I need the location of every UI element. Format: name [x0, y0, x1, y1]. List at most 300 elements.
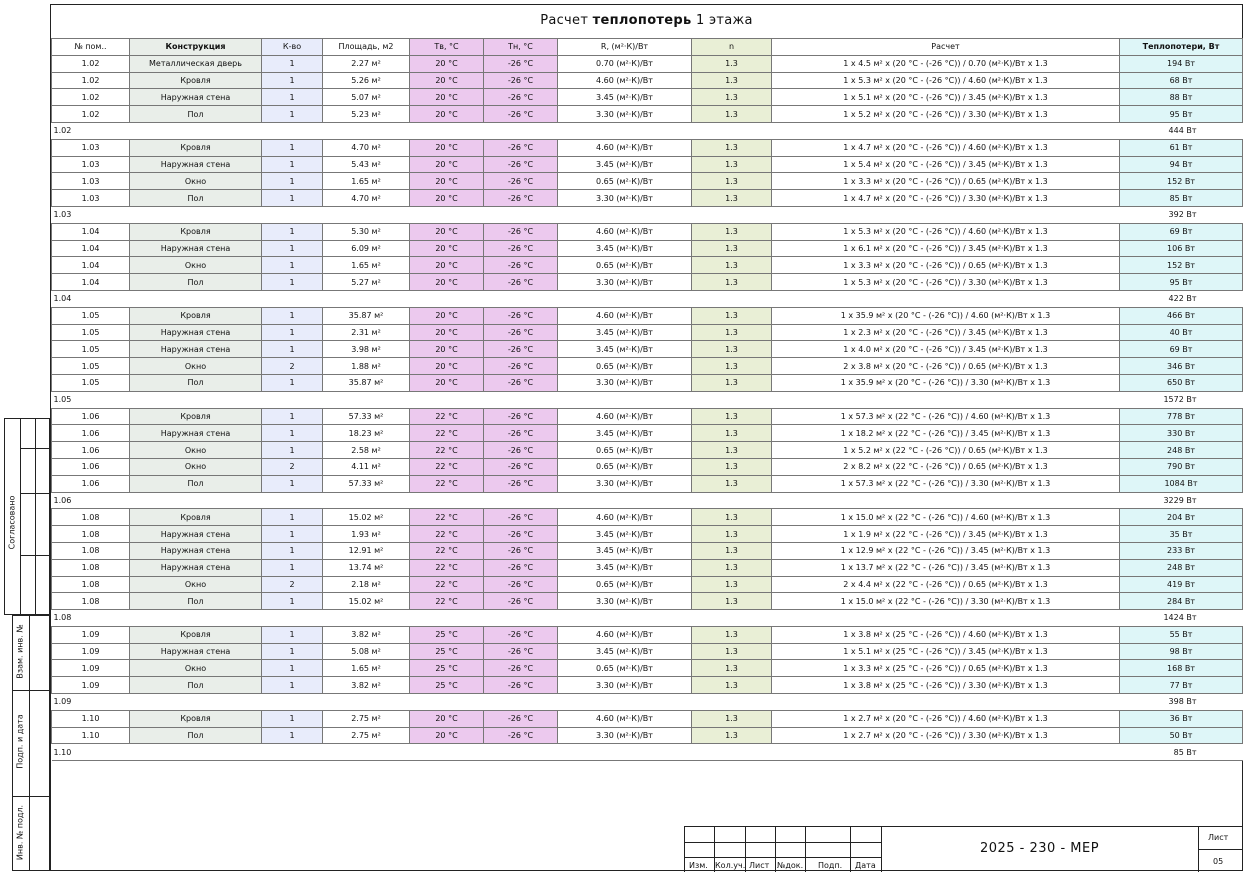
- cell-room: 1.09: [52, 643, 130, 660]
- cell-construction: Пол: [130, 727, 262, 744]
- cell-tn: -26 °C: [484, 593, 558, 610]
- cell-loss: 88 Вт: [1120, 89, 1243, 106]
- cell-qty: 2: [262, 576, 323, 593]
- cell-calc: 2 x 8.2 м² x (22 °C - (-26 °C)) / 0.65 (м²·К)/Вт x 1.3: [772, 458, 1120, 475]
- table-row: [52, 660, 1243, 677]
- cell-n: 1.3: [692, 710, 772, 727]
- cell-r: 0.65 (м²·К)/Вт: [558, 660, 692, 677]
- table-row: [52, 324, 1243, 341]
- cell-loss: 85 Вт: [1120, 190, 1243, 207]
- cell-area: 2.31 м²: [323, 324, 410, 341]
- cell-r: 0.65 (м²·К)/Вт: [558, 173, 692, 190]
- cell-n: 1.3: [692, 542, 772, 559]
- cell-loss: 36 Вт: [1120, 710, 1243, 727]
- table-row: [52, 257, 1243, 274]
- cell-qty: 1: [262, 442, 323, 459]
- cell-room: 1.08: [52, 509, 130, 526]
- table-row: [52, 727, 1243, 744]
- cell-r: 3.45 (м²·К)/Вт: [558, 89, 692, 106]
- cell-room: 1.09: [52, 677, 130, 694]
- cell-tn: -26 °C: [484, 509, 558, 526]
- cell-qty: 1: [262, 173, 323, 190]
- cell-loss: 152 Вт: [1120, 257, 1243, 274]
- cell-calc: 1 x 4.7 м² x (20 °C - (-26 °C)) / 4.60 (м²·К)/Вт x 1.3: [772, 139, 1120, 156]
- cell-loss: 69 Вт: [1120, 223, 1243, 240]
- subtotal-row: [52, 290, 1243, 307]
- cell-tv: 20 °C: [410, 727, 484, 744]
- cell-tn: -26 °C: [484, 408, 558, 425]
- cell-n: 1.3: [692, 106, 772, 123]
- table-row: [52, 559, 1243, 576]
- cell-qty: 1: [262, 425, 323, 442]
- cell-loss: 69 Вт: [1120, 341, 1243, 358]
- subtotal-row: [52, 206, 1243, 223]
- cell-tv: 22 °C: [410, 559, 484, 576]
- cell-r: 4.60 (м²·К)/Вт: [558, 626, 692, 643]
- cell-construction: Наружная стена: [130, 89, 262, 106]
- subtotal-value: 1424 Вт: [1120, 610, 1243, 627]
- cell-n: 1.3: [692, 324, 772, 341]
- cell-calc: 1 x 5.1 м² x (20 °C - (-26 °C)) / 3.45 (м²·К)/Вт x 1.3: [772, 89, 1120, 106]
- cell-area: 15.02 м²: [323, 593, 410, 610]
- cell-n: 1.3: [692, 240, 772, 257]
- table-row: [52, 643, 1243, 660]
- cell-tv: 22 °C: [410, 576, 484, 593]
- cell-tn: -26 °C: [484, 660, 558, 677]
- cell-r: 3.45 (м²·К)/Вт: [558, 425, 692, 442]
- cell-qty: 1: [262, 727, 323, 744]
- cell-room: 1.04: [52, 223, 130, 240]
- col-r: R, (м²·К)/Вт: [558, 39, 692, 56]
- heat-loss-table: [51, 38, 1243, 761]
- cell-r: 4.60 (м²·К)/Вт: [558, 72, 692, 89]
- table-row: [52, 274, 1243, 291]
- cell-room: 1.03: [52, 139, 130, 156]
- cell-area: 5.08 м²: [323, 643, 410, 660]
- cell-r: 3.45 (м²·К)/Вт: [558, 341, 692, 358]
- cell-tn: -26 °C: [484, 274, 558, 291]
- cell-loss: 55 Вт: [1120, 626, 1243, 643]
- cell-construction: Окно: [130, 660, 262, 677]
- cell-construction: Кровля: [130, 223, 262, 240]
- subtotal-value: 392 Вт: [1120, 206, 1243, 223]
- cell-n: 1.3: [692, 307, 772, 324]
- cell-qty: 1: [262, 257, 323, 274]
- project-code: 2025 - 230 - MEP: [979, 841, 1100, 856]
- table-row: [52, 526, 1243, 543]
- cell-loss: 95 Вт: [1120, 106, 1243, 123]
- col-construction: Конструкция: [130, 39, 262, 56]
- cell-loss: 284 Вт: [1120, 593, 1243, 610]
- cell-area: 1.65 м²: [323, 257, 410, 274]
- cell-area: 5.07 м²: [323, 89, 410, 106]
- subtotal-value: 422 Вт: [1120, 290, 1243, 307]
- cell-r: 3.45 (м²·К)/Вт: [558, 324, 692, 341]
- cell-tv: 20 °C: [410, 173, 484, 190]
- cell-room: 1.04: [52, 240, 130, 257]
- tb-label-kol: Кол.уч.: [715, 861, 746, 870]
- cell-tn: -26 °C: [484, 307, 558, 324]
- cell-n: 1.3: [692, 526, 772, 543]
- cell-tv: 20 °C: [410, 324, 484, 341]
- col-area: Площадь, м2: [323, 39, 410, 56]
- cell-qty: 1: [262, 374, 323, 391]
- cell-area: 1.88 м²: [323, 358, 410, 375]
- cell-n: 1.3: [692, 475, 772, 492]
- subtotal-value: 1572 Вт: [1120, 391, 1243, 408]
- cell-area: 5.27 м²: [323, 274, 410, 291]
- cell-r: 3.30 (м²·К)/Вт: [558, 593, 692, 610]
- cell-loss: 204 Вт: [1120, 509, 1243, 526]
- cell-r: 4.60 (м²·К)/Вт: [558, 408, 692, 425]
- subtotal-value: 398 Вт: [1120, 694, 1243, 711]
- cell-tn: -26 °C: [484, 442, 558, 459]
- cell-r: 3.30 (м²·К)/Вт: [558, 727, 692, 744]
- cell-tn: -26 °C: [484, 576, 558, 593]
- cell-tn: -26 °C: [484, 190, 558, 207]
- subtotal-row: [52, 492, 1243, 509]
- cell-construction: Наружная стена: [130, 643, 262, 660]
- cell-n: 1.3: [692, 408, 772, 425]
- subtotal-room: 1.06: [52, 492, 1120, 509]
- table-row: [52, 542, 1243, 559]
- cell-n: 1.3: [692, 425, 772, 442]
- table-row: [52, 710, 1243, 727]
- cell-tn: -26 °C: [484, 374, 558, 391]
- cell-n: 1.3: [692, 576, 772, 593]
- cell-room: 1.09: [52, 626, 130, 643]
- cell-construction: Окно: [130, 458, 262, 475]
- cell-r: 0.65 (м²·К)/Вт: [558, 576, 692, 593]
- cell-construction: Наружная стена: [130, 425, 262, 442]
- cell-room: 1.05: [52, 374, 130, 391]
- cell-r: 3.30 (м²·К)/Вт: [558, 274, 692, 291]
- cell-qty: 1: [262, 139, 323, 156]
- cell-tv: 22 °C: [410, 593, 484, 610]
- cell-room: 1.02: [52, 55, 130, 72]
- cell-n: 1.3: [692, 257, 772, 274]
- cell-loss: 650 Вт: [1120, 374, 1243, 391]
- cell-tn: -26 °C: [484, 710, 558, 727]
- table-row: [52, 106, 1243, 123]
- table-row: [52, 307, 1243, 324]
- cell-room: 1.06: [52, 408, 130, 425]
- table-row: [52, 593, 1243, 610]
- cell-calc: 1 x 35.9 м² x (20 °C - (-26 °C)) / 3.30 (м²·К)/Вт x 1.3: [772, 374, 1120, 391]
- cell-loss: 248 Вт: [1120, 559, 1243, 576]
- cell-n: 1.3: [692, 559, 772, 576]
- cell-tv: 22 °C: [410, 475, 484, 492]
- table-row: [52, 240, 1243, 257]
- cell-area: 2.75 м²: [323, 727, 410, 744]
- cell-loss: 95 Вт: [1120, 274, 1243, 291]
- cell-tn: -26 °C: [484, 341, 558, 358]
- subtotal-room: 1.09: [52, 694, 1120, 711]
- cell-n: 1.3: [692, 173, 772, 190]
- cell-room: 1.05: [52, 324, 130, 341]
- cell-room: 1.03: [52, 190, 130, 207]
- cell-room: 1.10: [52, 727, 130, 744]
- cell-n: 1.3: [692, 677, 772, 694]
- cell-tv: 22 °C: [410, 509, 484, 526]
- cell-construction: Окно: [130, 257, 262, 274]
- cell-tn: -26 °C: [484, 542, 558, 559]
- subtotal-value: 3229 Вт: [1120, 492, 1243, 509]
- cell-calc: 1 x 57.3 м² x (22 °C - (-26 °C)) / 4.60 (м²·К)/Вт x 1.3: [772, 408, 1120, 425]
- cell-construction: Кровля: [130, 72, 262, 89]
- title-prefix: Расчет: [540, 13, 593, 28]
- cell-qty: 1: [262, 509, 323, 526]
- cell-calc: 1 x 57.3 м² x (22 °C - (-26 °C)) / 3.30 (м²·К)/Вт x 1.3: [772, 475, 1120, 492]
- stamp-inv-orig-label: Инв. № подл.: [15, 804, 25, 861]
- cell-tv: 20 °C: [410, 55, 484, 72]
- cell-calc: 2 x 3.8 м² x (20 °C - (-26 °C)) / 0.65 (м²·К)/Вт x 1.3: [772, 358, 1120, 375]
- cell-construction: Наружная стена: [130, 526, 262, 543]
- tb-label-date: Дата: [855, 861, 876, 870]
- cell-r: 3.45 (м²·К)/Вт: [558, 559, 692, 576]
- cell-area: 57.33 м²: [323, 475, 410, 492]
- title-bold: теплопотерь: [592, 13, 692, 28]
- cell-construction: Кровля: [130, 710, 262, 727]
- cell-r: 3.45 (м²·К)/Вт: [558, 156, 692, 173]
- cell-qty: 1: [262, 408, 323, 425]
- cell-construction: Наружная стена: [130, 341, 262, 358]
- cell-tn: -26 °C: [484, 106, 558, 123]
- table-row: [52, 408, 1243, 425]
- cell-loss: 106 Вт: [1120, 240, 1243, 257]
- cell-tv: 20 °C: [410, 307, 484, 324]
- cell-n: 1.3: [692, 374, 772, 391]
- table-header-row: [52, 39, 1243, 56]
- cell-area: 3.82 м²: [323, 677, 410, 694]
- cell-room: 1.06: [52, 475, 130, 492]
- cell-construction: Пол: [130, 106, 262, 123]
- subtotal-row: [52, 744, 1243, 761]
- table-row: [52, 626, 1243, 643]
- cell-area: 13.74 м²: [323, 559, 410, 576]
- cell-calc: 1 x 4.7 м² x (20 °C - (-26 °C)) / 3.30 (м²·К)/Вт x 1.3: [772, 190, 1120, 207]
- cell-tv: 25 °C: [410, 677, 484, 694]
- cell-tn: -26 °C: [484, 677, 558, 694]
- cell-tv: 20 °C: [410, 274, 484, 291]
- cell-area: 6.09 м²: [323, 240, 410, 257]
- cell-area: 2.75 м²: [323, 710, 410, 727]
- tb-label-izm: Изм.: [689, 861, 708, 870]
- cell-qty: 1: [262, 274, 323, 291]
- cell-tv: 20 °C: [410, 72, 484, 89]
- table-row: [52, 425, 1243, 442]
- stamp-agreed-label: Согласовано: [7, 495, 17, 550]
- cell-room: 1.09: [52, 660, 130, 677]
- cell-area: 1.93 м²: [323, 526, 410, 543]
- cell-room: 1.08: [52, 542, 130, 559]
- table-row: [52, 139, 1243, 156]
- cell-qty: 1: [262, 559, 323, 576]
- cell-qty: 2: [262, 458, 323, 475]
- subtotal-row: [52, 122, 1243, 139]
- cell-tn: -26 °C: [484, 458, 558, 475]
- tb-label-podp: Подп.: [818, 861, 843, 870]
- cell-construction: Кровля: [130, 509, 262, 526]
- cell-room: 1.02: [52, 72, 130, 89]
- cell-tn: -26 °C: [484, 257, 558, 274]
- cell-tv: 22 °C: [410, 425, 484, 442]
- cell-tn: -26 °C: [484, 425, 558, 442]
- cell-tn: -26 °C: [484, 643, 558, 660]
- cell-room: 1.03: [52, 156, 130, 173]
- cell-r: 0.65 (м²·К)/Вт: [558, 257, 692, 274]
- col-n: n: [692, 39, 772, 56]
- cell-construction: Пол: [130, 274, 262, 291]
- cell-room: 1.08: [52, 526, 130, 543]
- table-row: [52, 442, 1243, 459]
- cell-r: 3.30 (м²·К)/Вт: [558, 475, 692, 492]
- cell-calc: 1 x 5.4 м² x (20 °C - (-26 °C)) / 3.45 (м²·К)/Вт x 1.3: [772, 156, 1120, 173]
- subtotal-row: [52, 610, 1243, 627]
- cell-tn: -26 °C: [484, 72, 558, 89]
- cell-qty: 1: [262, 677, 323, 694]
- subtotal-row: [52, 391, 1243, 408]
- cell-tv: 20 °C: [410, 341, 484, 358]
- cell-r: 4.60 (м²·К)/Вт: [558, 710, 692, 727]
- cell-construction: Окно: [130, 442, 262, 459]
- col-room: № пом..: [52, 39, 130, 56]
- cell-construction: Наружная стена: [130, 156, 262, 173]
- cell-area: 57.33 м²: [323, 408, 410, 425]
- cell-area: 5.30 м²: [323, 223, 410, 240]
- cell-qty: 1: [262, 643, 323, 660]
- cell-qty: 1: [262, 526, 323, 543]
- cell-calc: 1 x 18.2 м² x (22 °C - (-26 °C)) / 3.45 (м²·К)/Вт x 1.3: [772, 425, 1120, 442]
- cell-r: 3.30 (м²·К)/Вт: [558, 374, 692, 391]
- cell-tn: -26 °C: [484, 626, 558, 643]
- cell-loss: 94 Вт: [1120, 156, 1243, 173]
- cell-construction: Наружная стена: [130, 542, 262, 559]
- cell-area: 4.11 м²: [323, 458, 410, 475]
- cell-n: 1.3: [692, 643, 772, 660]
- cell-r: 3.45 (м²·К)/Вт: [558, 542, 692, 559]
- cell-area: 2.18 м²: [323, 576, 410, 593]
- cell-n: 1.3: [692, 727, 772, 744]
- cell-n: 1.3: [692, 593, 772, 610]
- cell-room: 1.08: [52, 576, 130, 593]
- cell-construction: Пол: [130, 677, 262, 694]
- cell-loss: 50 Вт: [1120, 727, 1243, 744]
- cell-r: 0.65 (м²·К)/Вт: [558, 442, 692, 459]
- cell-r: 0.65 (м²·К)/Вт: [558, 458, 692, 475]
- cell-construction: Кровля: [130, 626, 262, 643]
- cell-loss: 194 Вт: [1120, 55, 1243, 72]
- cell-r: 0.65 (м²·К)/Вт: [558, 358, 692, 375]
- cell-area: 1.65 м²: [323, 660, 410, 677]
- cell-calc: 2 x 4.4 м² x (22 °C - (-26 °C)) / 0.65 (м²·К)/Вт x 1.3: [772, 576, 1120, 593]
- cell-calc: 1 x 15.0 м² x (22 °C - (-26 °C)) / 4.60 (м²·К)/Вт x 1.3: [772, 509, 1120, 526]
- cell-calc: 1 x 5.1 м² x (25 °C - (-26 °C)) / 3.45 (м²·К)/Вт x 1.3: [772, 643, 1120, 660]
- cell-construction: Наружная стена: [130, 559, 262, 576]
- cell-qty: 2: [262, 358, 323, 375]
- col-qty: К-во: [262, 39, 323, 56]
- cell-r: 3.45 (м²·К)/Вт: [558, 526, 692, 543]
- cell-qty: 1: [262, 626, 323, 643]
- cell-construction: Окно: [130, 576, 262, 593]
- cell-calc: 1 x 3.3 м² x (20 °C - (-26 °C)) / 0.65 (м²·К)/Вт x 1.3: [772, 173, 1120, 190]
- cell-room: 1.06: [52, 425, 130, 442]
- cell-r: 4.60 (м²·К)/Вт: [558, 307, 692, 324]
- cell-tv: 20 °C: [410, 223, 484, 240]
- cell-calc: 1 x 13.7 м² x (22 °C - (-26 °C)) / 3.45 (м²·К)/Вт x 1.3: [772, 559, 1120, 576]
- cell-construction: Пол: [130, 374, 262, 391]
- cell-calc: 1 x 12.9 м² x (22 °C - (-26 °C)) / 3.45 (м²·К)/Вт x 1.3: [772, 542, 1120, 559]
- subtotal-room: 1.02: [52, 122, 1120, 139]
- subtotal-row: [52, 694, 1243, 711]
- table-row: [52, 458, 1243, 475]
- cell-loss: 77 Вт: [1120, 677, 1243, 694]
- col-loss: Теплопотери, Вт: [1120, 39, 1243, 56]
- cell-loss: 68 Вт: [1120, 72, 1243, 89]
- cell-qty: 1: [262, 593, 323, 610]
- subtotal-room: 1.08: [52, 610, 1120, 627]
- sheet-label: Лист: [1208, 833, 1229, 842]
- col-tn: Тн, °C: [484, 39, 558, 56]
- cell-calc: 1 x 5.3 м² x (20 °C - (-26 °C)) / 3.30 (м²·К)/Вт x 1.3: [772, 274, 1120, 291]
- cell-loss: 61 Вт: [1120, 139, 1243, 156]
- cell-n: 1.3: [692, 89, 772, 106]
- cell-qty: 1: [262, 106, 323, 123]
- cell-tv: 20 °C: [410, 156, 484, 173]
- cell-qty: 1: [262, 475, 323, 492]
- cell-n: 1.3: [692, 72, 772, 89]
- cell-qty: 1: [262, 341, 323, 358]
- cell-room: 1.05: [52, 341, 130, 358]
- cell-calc: 1 x 5.3 м² x (20 °C - (-26 °C)) / 4.60 (м²·К)/Вт x 1.3: [772, 72, 1120, 89]
- cell-tn: -26 °C: [484, 475, 558, 492]
- cell-room: 1.08: [52, 593, 130, 610]
- cell-construction: Кровля: [130, 408, 262, 425]
- cell-area: 18.23 м²: [323, 425, 410, 442]
- page-title: [51, 13, 1242, 28]
- cell-loss: 419 Вт: [1120, 576, 1243, 593]
- subtotal-value: 444 Вт: [1120, 122, 1243, 139]
- cell-tv: 22 °C: [410, 458, 484, 475]
- table-row: [52, 677, 1243, 694]
- cell-tn: -26 °C: [484, 89, 558, 106]
- table-row: [52, 89, 1243, 106]
- cell-area: 35.87 м²: [323, 307, 410, 324]
- cell-calc: 1 x 5.2 м² x (22 °C - (-26 °C)) / 0.65 (м²·К)/Вт x 1.3: [772, 442, 1120, 459]
- cell-tn: -26 °C: [484, 727, 558, 744]
- sheet-frame: [50, 4, 1243, 871]
- cell-qty: 1: [262, 72, 323, 89]
- table-row: [52, 190, 1243, 207]
- cell-n: 1.3: [692, 626, 772, 643]
- cell-tv: 20 °C: [410, 89, 484, 106]
- cell-loss: 35 Вт: [1120, 526, 1243, 543]
- cell-qty: 1: [262, 660, 323, 677]
- cell-area: 15.02 м²: [323, 509, 410, 526]
- cell-loss: 233 Вт: [1120, 542, 1243, 559]
- cell-n: 1.3: [692, 509, 772, 526]
- cell-calc: 1 x 15.0 м² x (22 °C - (-26 °C)) / 3.30 (м²·К)/Вт x 1.3: [772, 593, 1120, 610]
- cell-r: 4.60 (м²·К)/Вт: [558, 509, 692, 526]
- cell-room: 1.02: [52, 89, 130, 106]
- table-row: [52, 156, 1243, 173]
- cell-construction: Наружная стена: [130, 324, 262, 341]
- cell-tv: 22 °C: [410, 542, 484, 559]
- cell-room: 1.08: [52, 559, 130, 576]
- col-tv: Тв, °C: [410, 39, 484, 56]
- cell-room: 1.04: [52, 274, 130, 291]
- cell-room: 1.06: [52, 458, 130, 475]
